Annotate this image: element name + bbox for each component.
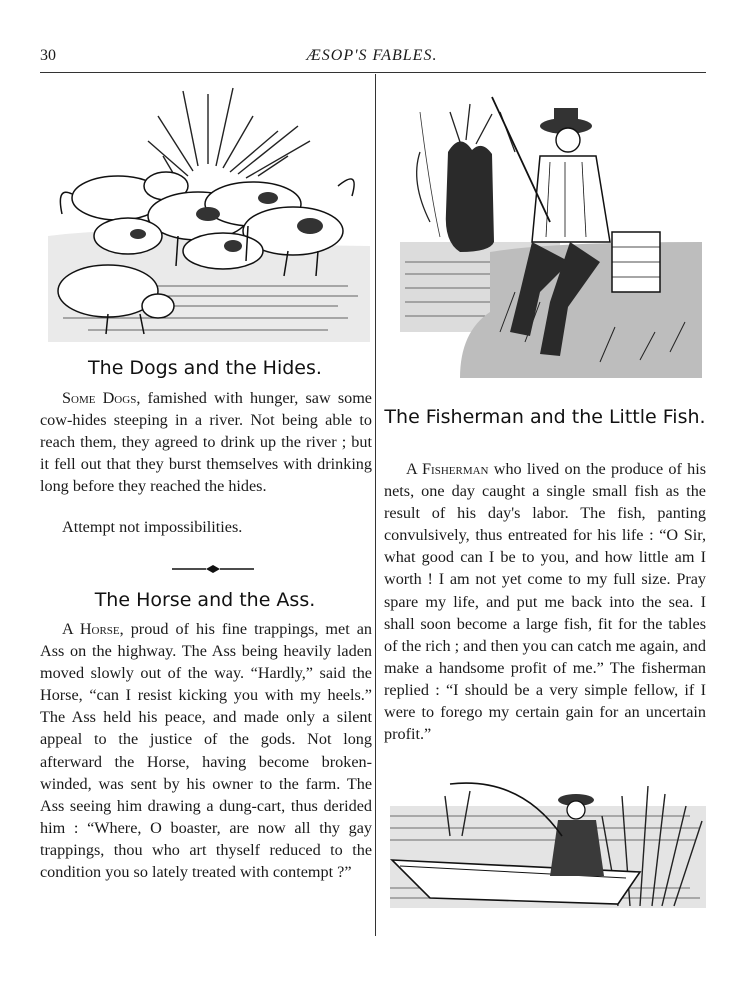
fisherman-illustration bbox=[400, 92, 702, 378]
fable-title: The Horse and the Ass. bbox=[94, 589, 316, 611]
fable-title: The Dogs and the Hides. bbox=[88, 357, 322, 379]
header-rule bbox=[40, 72, 706, 73]
fable-body bbox=[40, 618, 372, 883]
lead-word: Some Dogs bbox=[62, 389, 137, 407]
column-divider bbox=[375, 74, 376, 936]
section-ornament bbox=[172, 560, 254, 568]
fable-body bbox=[384, 458, 706, 745]
fable-text: who lived on the produce of his nets, one day caught a single small fish as the result of his day's labor. The fish, panting convulsively, thus entreated for his life : “O Sir, what good can I be to you, and how little am I worth ! I am not yet come to my full size. Pray spare my life, and put me back into the sea. I shall soon become a large fish, fit for the tables of the rich ; and then you can catch me again, and make a handsome profit of me.” The fisherman replied : “I should be a very simple fellow, if I were to forego my certain gain for an uncertain profit.” bbox=[384, 460, 707, 744]
fable-body bbox=[40, 387, 372, 497]
dogs-illustration bbox=[48, 86, 370, 342]
fable-moral: Attempt not impossibilities. bbox=[62, 518, 243, 536]
running-title: ÆSOP'S FABLES. bbox=[306, 47, 438, 64]
lead-word: A Horse bbox=[62, 620, 120, 638]
fable-text: , famished with hunger, saw some cow-hides steeping in a river. Not being able to reach them, they agreed to drink up the river ; but it fell out that they burst themselves with drinking long before they reached the hides. bbox=[40, 389, 372, 496]
boat-illustration bbox=[390, 776, 706, 908]
fable-text: , proud of his fine trappings, met an Ass on the highway. The Ass being heavily laden moved slowly out of the way. “Hardly,” said the Horse, “can I resist kicking you with my heels.” The Ass held his peace, and made only a silent appeal to the justice of the gods. Not long afterward the Horse, having become broken-winded, was sent by his owner to the farm. The Ass seeing him drawing a dung-cart, thus derided him : “Where, O boaster, are now all thy gay trappings, thou who art thyself reduced to the condition you so lately treated with contempt ?” bbox=[40, 620, 373, 882]
lead-word: A Fisherman bbox=[406, 460, 489, 478]
fable-title: The Fisherman and the Little Fish. bbox=[384, 406, 706, 428]
page-number: 30 bbox=[40, 47, 56, 64]
